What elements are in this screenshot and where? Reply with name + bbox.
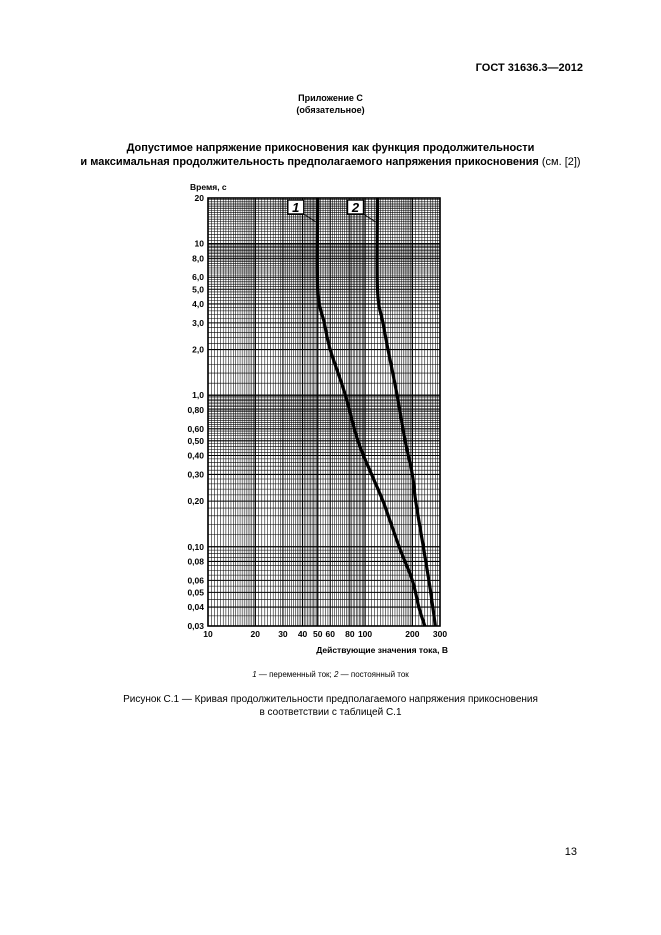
y-tick-label: 0,10 bbox=[187, 541, 204, 552]
x-tick-label: 80 bbox=[345, 629, 355, 639]
curve-label-leader bbox=[304, 214, 316, 222]
curve-label-2: 2 bbox=[351, 200, 360, 215]
appendix-title: Приложение С bbox=[298, 93, 363, 103]
y-tick-label: 0,20 bbox=[187, 496, 204, 507]
document-code: ГОСТ 31636.3—2012 bbox=[475, 62, 583, 74]
y-tick-label: 0,30 bbox=[187, 469, 204, 480]
x-tick-label: 60 bbox=[325, 629, 335, 639]
y-tick-label: 1,0 bbox=[192, 390, 204, 401]
curve-label-1: 1 bbox=[292, 200, 300, 215]
y-tick-label: 4,0 bbox=[192, 298, 204, 309]
x-axis-ticks bbox=[203, 629, 447, 639]
x-tick-label: 100 bbox=[357, 629, 373, 639]
x-tick-label: 10 bbox=[203, 629, 213, 639]
x-tick-label: 30 bbox=[278, 629, 288, 639]
curve-legend bbox=[0, 670, 661, 679]
y-tick-label: 0,80 bbox=[187, 404, 204, 415]
figure-title-reference: (см. [2]) bbox=[538, 156, 581, 168]
x-tick-label: 20 bbox=[250, 629, 261, 639]
y-tick-label: 0,05 bbox=[187, 587, 204, 598]
x-tick-label: 300 bbox=[432, 629, 448, 639]
y-tick-label: 0,03 bbox=[187, 621, 204, 631]
figure-caption-line1: Рисунок С.1 — Кривая продолжительности предполагаемого напряжения прикосновения bbox=[123, 694, 538, 705]
x-tick-label: 40 bbox=[297, 629, 308, 639]
y-tick-label: 10 bbox=[194, 238, 204, 249]
y-tick-label: 0,50 bbox=[187, 435, 204, 446]
page-number: 13 bbox=[564, 846, 577, 858]
figure-caption bbox=[0, 693, 661, 719]
figure-title-line1: Допустимое напряжение прикосновения как функция продолжительности bbox=[126, 142, 535, 154]
y-axis-ticks bbox=[187, 193, 204, 631]
legend-text-2: — постоянный ток bbox=[338, 670, 409, 679]
figure-caption-line2: в соответствии с таблицей С.1 bbox=[259, 707, 402, 718]
figure-title-line2-text: и максимальная продолжительность предполагаемого напряжения прикосновения bbox=[80, 156, 539, 168]
legend-key-1: 1 bbox=[252, 670, 257, 679]
y-tick-label: 3,0 bbox=[192, 317, 204, 328]
y-tick-label: 5,0 bbox=[192, 284, 204, 295]
y-tick-label: 20 bbox=[194, 193, 204, 203]
y-tick-label: 0,60 bbox=[187, 423, 204, 434]
x-axis-title: Действующие значения тока, В bbox=[316, 645, 448, 655]
y-axis-title: Время, с bbox=[190, 182, 227, 192]
legend-key-2: 2 bbox=[333, 670, 339, 679]
y-tick-label: 0,06 bbox=[187, 575, 204, 586]
y-tick-label: 2,0 bbox=[192, 344, 204, 355]
y-tick-label: 6,0 bbox=[192, 272, 204, 283]
x-tick-label: 200 bbox=[405, 629, 420, 639]
y-tick-label: 0,04 bbox=[187, 602, 204, 613]
x-tick-label: 50 bbox=[313, 629, 323, 639]
y-tick-label: 0,08 bbox=[187, 556, 204, 567]
y-tick-label: 0,40 bbox=[187, 450, 204, 461]
legend-text-1: — переменный ток; bbox=[256, 670, 334, 679]
y-tick-label: 8,0 bbox=[192, 253, 204, 264]
appendix-status: (обязательное) bbox=[296, 105, 365, 115]
